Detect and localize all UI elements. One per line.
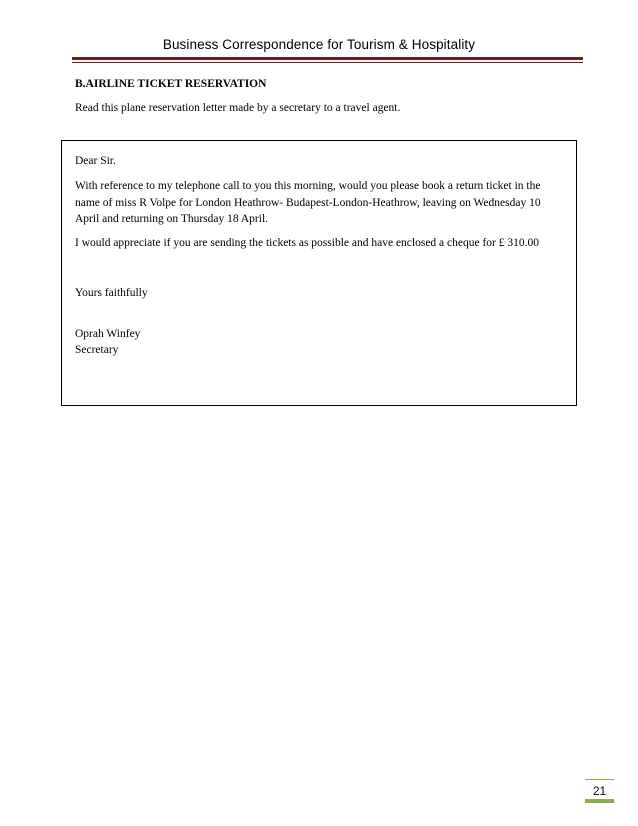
letter-signer-name: Oprah Winfey (75, 328, 141, 340)
section-intro: Read this plane reservation letter made by a secretary to a travel agent. (75, 102, 401, 114)
page-number: 21 (585, 779, 614, 800)
letter-paragraph-1 (75, 178, 565, 228)
section-title: B.AIRLINE TICKET RESERVATION (75, 78, 267, 90)
letter-paragraph-2: I would appreciate if you are sending the tickets as possible and have enclosed a cheque for £ 310.00 (75, 237, 539, 249)
page-number-accent-bar (585, 799, 614, 803)
letter-paragraph-1-line-3: April and returning on Thursday 18 April. (75, 213, 269, 225)
letter-paragraph-1-line-2: name of miss R Volpe for London Heathrow- Budapest-London-Heathrow, leaving on Wednesday 10 (75, 196, 541, 209)
header-rule-thin (72, 62, 583, 63)
letter-signer-title: Secretary (75, 344, 119, 356)
letter-paragraph-1-line-1: With reference to my telephone call to you this morning, would you please book a return ticket in the (75, 180, 541, 192)
letter-salutation: Dear Sir. (75, 155, 116, 167)
letter-closing: Yours faithfully (75, 287, 148, 299)
header-rule-thick (72, 57, 583, 60)
page-header-title: Business Correspondence for Tourism & Hospitality (162, 37, 476, 52)
